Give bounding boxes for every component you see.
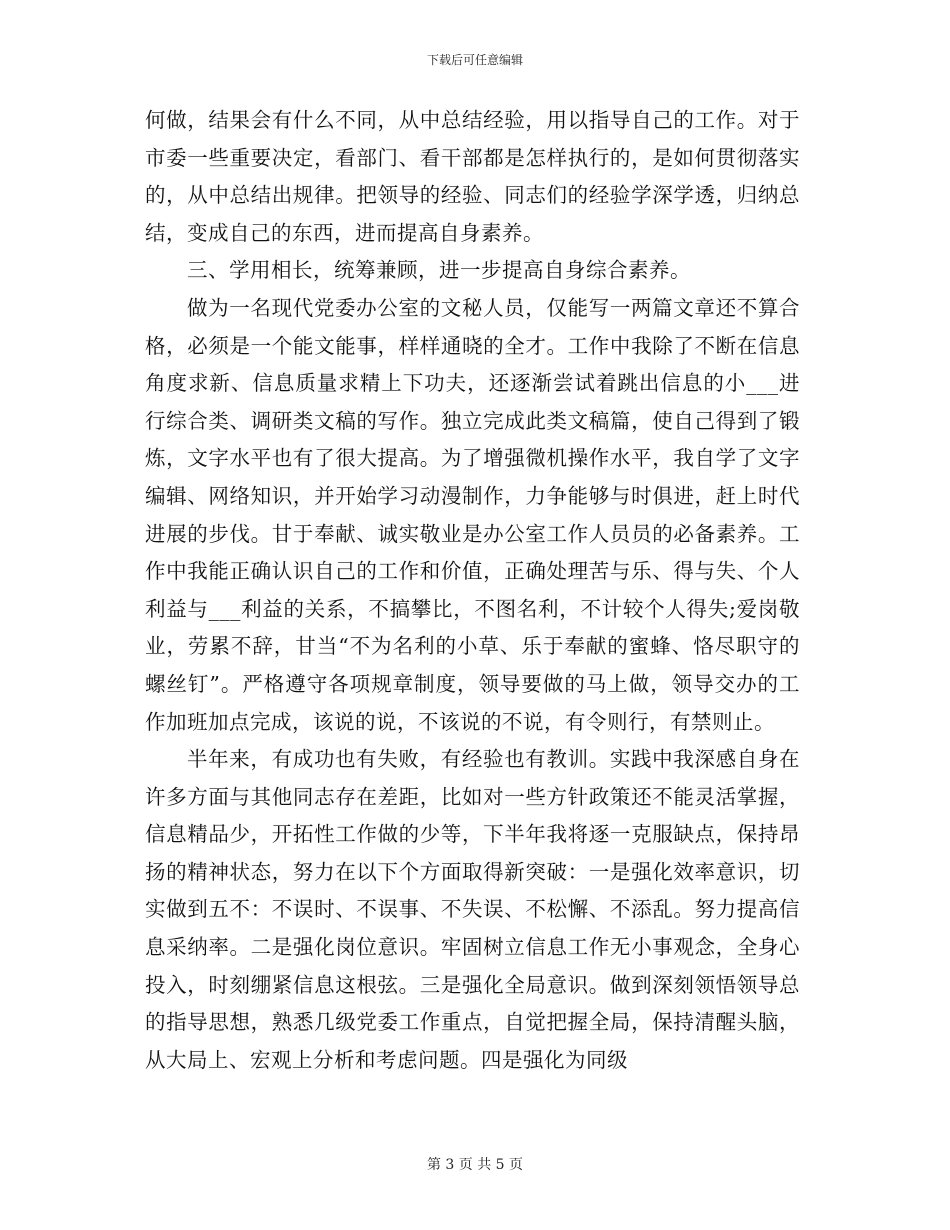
page-footer <box>0 1156 950 1174</box>
paragraph-body: 做为一名现代党委办公室的文秘人员，仅能写一两篇文章还不算合格，必须是一个能文能事，样样通晓的全才。工作中我除了不断在信息角度求新、信息质量求精上下功夫，还逐渐尝试着跳出信息的小___进行综合类、调研类文稿的写作。独立完成此类文稿篇，使自己得到了锻炼，文字水平也有了很大提高。为了增强微机操作水平，我自学了文字编辑、网络知识，并开始学习动漫制作，力争能够与时俱进，赶上时代进展的步伐。甘于奉献、诚实敬业是办公室工作人员员的必备素养。工作中我能正确认识自己的工作和价值，正确处理苦与乐、得与失、个人利益与___利益的关系，不搞攀比，不图名利，不计较个人得失;爱岗敬业，劳累不辞，甘当“不为名利的小草、乐于奉献的蜜蜂、恪尽职守的螺丝钉”。严格遵守各项规章制度，领导要做的马上做，领导交办的工作加班加点完成，该说的说，不该说的不说，有令则行，有禁则止。 <box>145 295 800 734</box>
section-heading: 三、学用相长，统筹兼顾，进一步提高自身综合素养。 <box>187 258 691 283</box>
page-number: 第 3 页 共 5 页 <box>426 1157 524 1173</box>
document-body <box>145 102 800 1079</box>
header-note: 下载后可任意编辑 <box>426 53 523 67</box>
paragraph-continuation: 何做，结果会有什么不同，从中总结经验，用以指导自己的工作。对于市委一些重要决定，看部门、看干部都是怎样执行的，是如何贯彻落实的，从中总结出规律。把领导的经验、同志们的经验学深学透，归纳总结，变成自己的东西，进而提高自身素养。 <box>145 108 800 245</box>
paragraph-summary: 半年来，有成功也有失败，有经验也有教训。实践中我深感自身在许多方面与其他同志存在差距，比如对一些方针政策还不能灵活掌握，信息精品少，开拓性工作做的少等，下半年我将逐一克服缺点，保持昂扬的精神状态，努力在以下个方面取得新突破：一是强化效率意识，切实做到五不：不误时、不误事、不失误、不松懈、不添乱。努力提高信息采纳率。二是强化岗位意识。牢固树立信息工作无小事观念，全身心投入，时刻绷紧信息这根弦。三是强化全局意识。做到深刻领悟领导总的指导思想，熟悉几级党委工作重点，自觉把握全局，保持清醒头脑，从大局上、宏观上分析和考虑问题。四是强化为同级 <box>145 747 800 1072</box>
page-header <box>0 52 950 68</box>
